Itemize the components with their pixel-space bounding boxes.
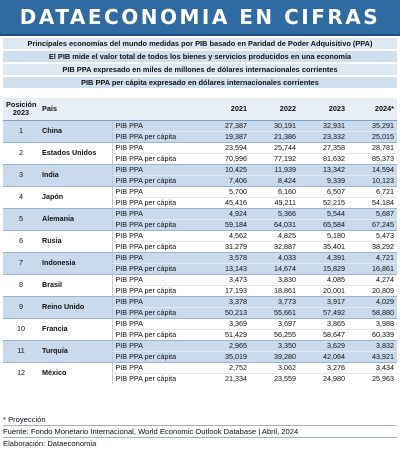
header-2024: 2024* — [348, 98, 397, 120]
value-cell: 81,632 — [299, 153, 348, 164]
value-cell: 23,559 — [250, 373, 299, 384]
value-cell: 24,980 — [299, 373, 348, 384]
gdp-table — [3, 98, 397, 384]
value-cell: 17,193 — [201, 285, 250, 296]
value-cell: 13,342 — [299, 164, 348, 175]
value-cell: 52,215 — [299, 197, 348, 208]
metric-label: PIB PPA — [112, 340, 201, 351]
table-row — [3, 186, 397, 197]
source-note: Fuente: Fondo Monetario Internacional, World Economic Outlook Database | Abril, 2024 — [3, 425, 397, 437]
value-cell: 21,334 — [201, 373, 250, 384]
country-cell: México — [39, 362, 112, 384]
value-cell: 8,424 — [250, 175, 299, 186]
subtitle-4: PIB PPA per cápita expresado en dólares internacionales corrientes — [3, 77, 397, 88]
country-cell: Alemania — [39, 208, 112, 230]
position-cell: 3 — [3, 164, 39, 186]
position-cell: 8 — [3, 274, 39, 296]
value-cell: 3,369 — [201, 318, 250, 329]
value-cell: 3,830 — [250, 274, 299, 285]
metric-label: PIB PPA — [112, 318, 201, 329]
metric-label: PIB PPA per cápita — [112, 285, 201, 296]
country-cell: Francia — [39, 318, 112, 340]
value-cell: 25,963 — [348, 373, 397, 384]
subtitle-1: Principales economías del mundo medidas por PIB basado en Paridad de Poder Adquisitivo (PPA) — [3, 38, 397, 49]
metric-label: PIB PPA per cápita — [112, 219, 201, 230]
value-cell: 20,809 — [348, 285, 397, 296]
value-cell: 25,015 — [348, 131, 397, 142]
metric-label: PIB PPA per cápita — [112, 351, 201, 362]
table-row — [3, 120, 397, 131]
value-cell: 58,647 — [299, 329, 348, 340]
value-cell: 4,033 — [250, 252, 299, 263]
value-cell: 3,832 — [348, 340, 397, 351]
value-cell: 45,416 — [201, 197, 250, 208]
header-2022: 2022 — [250, 98, 299, 120]
value-cell: 5,687 — [348, 208, 397, 219]
value-cell: 11,939 — [250, 164, 299, 175]
metric-label: PIB PPA per cápita — [112, 307, 201, 318]
metric-label: PIB PPA — [112, 362, 201, 373]
value-cell: 35,019 — [201, 351, 250, 362]
country-cell: Reino Unido — [39, 296, 112, 318]
value-cell: 57,492 — [299, 307, 348, 318]
metric-label: PIB PPA per cápita — [112, 197, 201, 208]
footer — [3, 414, 397, 449]
metric-label: PIB PPA per cápita — [112, 131, 201, 142]
value-cell: 55,661 — [250, 307, 299, 318]
metric-label: PIB PPA — [112, 186, 201, 197]
position-cell: 2 — [3, 142, 39, 164]
value-cell: 32,887 — [250, 241, 299, 252]
position-cell: 10 — [3, 318, 39, 340]
value-cell: 21,386 — [250, 131, 299, 142]
value-cell: 2,752 — [201, 362, 250, 373]
value-cell: 5,366 — [250, 208, 299, 219]
value-cell: 85,373 — [348, 153, 397, 164]
country-cell: Japón — [39, 186, 112, 208]
value-cell: 3,697 — [250, 318, 299, 329]
position-cell: 11 — [3, 340, 39, 362]
metric-label: PIB PPA per cápita — [112, 263, 201, 274]
header-country: País — [39, 98, 112, 120]
value-cell: 58,880 — [348, 307, 397, 318]
value-cell: 54,184 — [348, 197, 397, 208]
value-cell: 25,744 — [250, 142, 299, 153]
table-row — [3, 164, 397, 175]
value-cell: 27,358 — [299, 142, 348, 153]
metric-label: PIB PPA — [112, 274, 201, 285]
value-cell: 4,085 — [299, 274, 348, 285]
header-2023: 2023 — [299, 98, 348, 120]
value-cell: 3,578 — [201, 252, 250, 263]
page-title: DATAECONOMIA EN CIFRAS — [0, 0, 400, 36]
value-cell: 70,996 — [201, 153, 250, 164]
metric-label: PIB PPA — [112, 296, 201, 307]
value-cell: 51,429 — [201, 329, 250, 340]
position-cell: 9 — [3, 296, 39, 318]
table-row — [3, 318, 397, 329]
country-cell: Turquía — [39, 340, 112, 362]
value-cell: 13,143 — [201, 263, 250, 274]
country-cell: Estados Unidos — [39, 142, 112, 164]
value-cell: 14,594 — [348, 164, 397, 175]
header-2021: 2021 — [201, 98, 250, 120]
value-cell: 3,062 — [250, 362, 299, 373]
header-metric — [112, 98, 201, 120]
value-cell: 64,031 — [250, 219, 299, 230]
value-cell: 4,721 — [348, 252, 397, 263]
value-cell: 3,434 — [348, 362, 397, 373]
value-cell: 4,562 — [201, 230, 250, 241]
value-cell: 42,064 — [299, 351, 348, 362]
country-cell: Indonesia — [39, 252, 112, 274]
metric-label: PIB PPA — [112, 208, 201, 219]
value-cell: 6,507 — [299, 186, 348, 197]
value-cell: 5,700 — [201, 186, 250, 197]
value-cell: 56,255 — [250, 329, 299, 340]
value-cell: 6,160 — [250, 186, 299, 197]
value-cell: 65,584 — [299, 219, 348, 230]
value-cell: 67,245 — [348, 219, 397, 230]
value-cell: 3,473 — [201, 274, 250, 285]
table-row — [3, 340, 397, 351]
table-row — [3, 208, 397, 219]
value-cell: 27,387 — [201, 120, 250, 131]
subtitle-3: PIB PPA expresado en miles de millones de dólares internacionales corrientes — [3, 64, 397, 75]
value-cell: 28,781 — [348, 142, 397, 153]
value-cell: 4,924 — [201, 208, 250, 219]
value-cell: 16,861 — [348, 263, 397, 274]
value-cell: 3,988 — [348, 318, 397, 329]
country-cell: Brasil — [39, 274, 112, 296]
value-cell: 35,401 — [299, 241, 348, 252]
value-cell: 3,773 — [250, 296, 299, 307]
value-cell: 9,339 — [299, 175, 348, 186]
value-cell: 19,387 — [201, 131, 250, 142]
value-cell: 4,029 — [348, 296, 397, 307]
position-cell: 6 — [3, 230, 39, 252]
value-cell: 7,406 — [201, 175, 250, 186]
metric-label: PIB PPA per cápita — [112, 241, 201, 252]
table-row — [3, 274, 397, 285]
metric-label: PIB PPA — [112, 142, 201, 153]
projection-note: * Proyección — [3, 415, 46, 424]
value-cell: 2,965 — [201, 340, 250, 351]
position-cell: 1 — [3, 120, 39, 142]
country-cell: India — [39, 164, 112, 186]
value-cell: 35,291 — [348, 120, 397, 131]
value-cell: 43,921 — [348, 351, 397, 362]
value-cell: 3,865 — [299, 318, 348, 329]
value-cell: 3,629 — [299, 340, 348, 351]
value-cell: 6,721 — [348, 186, 397, 197]
value-cell: 30,191 — [250, 120, 299, 131]
value-cell: 15,829 — [299, 263, 348, 274]
value-cell: 18,861 — [250, 285, 299, 296]
value-cell: 3,378 — [201, 296, 250, 307]
credit-note: Elaboración: Dataeconomia — [3, 437, 397, 449]
header-position: Posición 2023 — [3, 98, 39, 120]
metric-label: PIB PPA — [112, 120, 201, 131]
value-cell: 10,425 — [201, 164, 250, 175]
value-cell: 31,279 — [201, 241, 250, 252]
country-cell: China — [39, 120, 112, 142]
position-cell: 7 — [3, 252, 39, 274]
metric-label: PIB PPA per cápita — [112, 329, 201, 340]
table-row — [3, 252, 397, 263]
value-cell: 4,391 — [299, 252, 348, 263]
value-cell: 3,917 — [299, 296, 348, 307]
table-body — [3, 120, 397, 384]
value-cell: 4,274 — [348, 274, 397, 285]
value-cell: 5,473 — [348, 230, 397, 241]
value-cell: 23,332 — [299, 131, 348, 142]
value-cell: 32,931 — [299, 120, 348, 131]
value-cell: 77,192 — [250, 153, 299, 164]
table-row — [3, 230, 397, 241]
value-cell: 5,544 — [299, 208, 348, 219]
table-row — [3, 296, 397, 307]
value-cell: 38,292 — [348, 241, 397, 252]
value-cell: 4,825 — [250, 230, 299, 241]
metric-label: PIB PPA — [112, 164, 201, 175]
value-cell: 14,674 — [250, 263, 299, 274]
value-cell: 20,001 — [299, 285, 348, 296]
country-cell: Rusia — [39, 230, 112, 252]
table-row — [3, 142, 397, 153]
value-cell: 10,123 — [348, 175, 397, 186]
value-cell: 3,350 — [250, 340, 299, 351]
value-cell: 59,184 — [201, 219, 250, 230]
value-cell: 49,211 — [250, 197, 299, 208]
value-cell: 3,276 — [299, 362, 348, 373]
metric-label: PIB PPA — [112, 230, 201, 241]
metric-label: PIB PPA — [112, 252, 201, 263]
position-cell: 5 — [3, 208, 39, 230]
metric-label: PIB PPA per cápita — [112, 373, 201, 384]
value-cell: 50,213 — [201, 307, 250, 318]
value-cell: 5,180 — [299, 230, 348, 241]
position-cell: 12 — [3, 362, 39, 384]
metric-label: PIB PPA per cápita — [112, 153, 201, 164]
metric-label: PIB PPA per cápita — [112, 175, 201, 186]
table-row — [3, 362, 397, 373]
position-cell: 4 — [3, 186, 39, 208]
value-cell: 39,280 — [250, 351, 299, 362]
subtitle-2: El PIB mide el valor total de todos los bienes y servicios producidos en una economía — [3, 51, 397, 62]
value-cell: 23,594 — [201, 142, 250, 153]
value-cell: 60,339 — [348, 329, 397, 340]
